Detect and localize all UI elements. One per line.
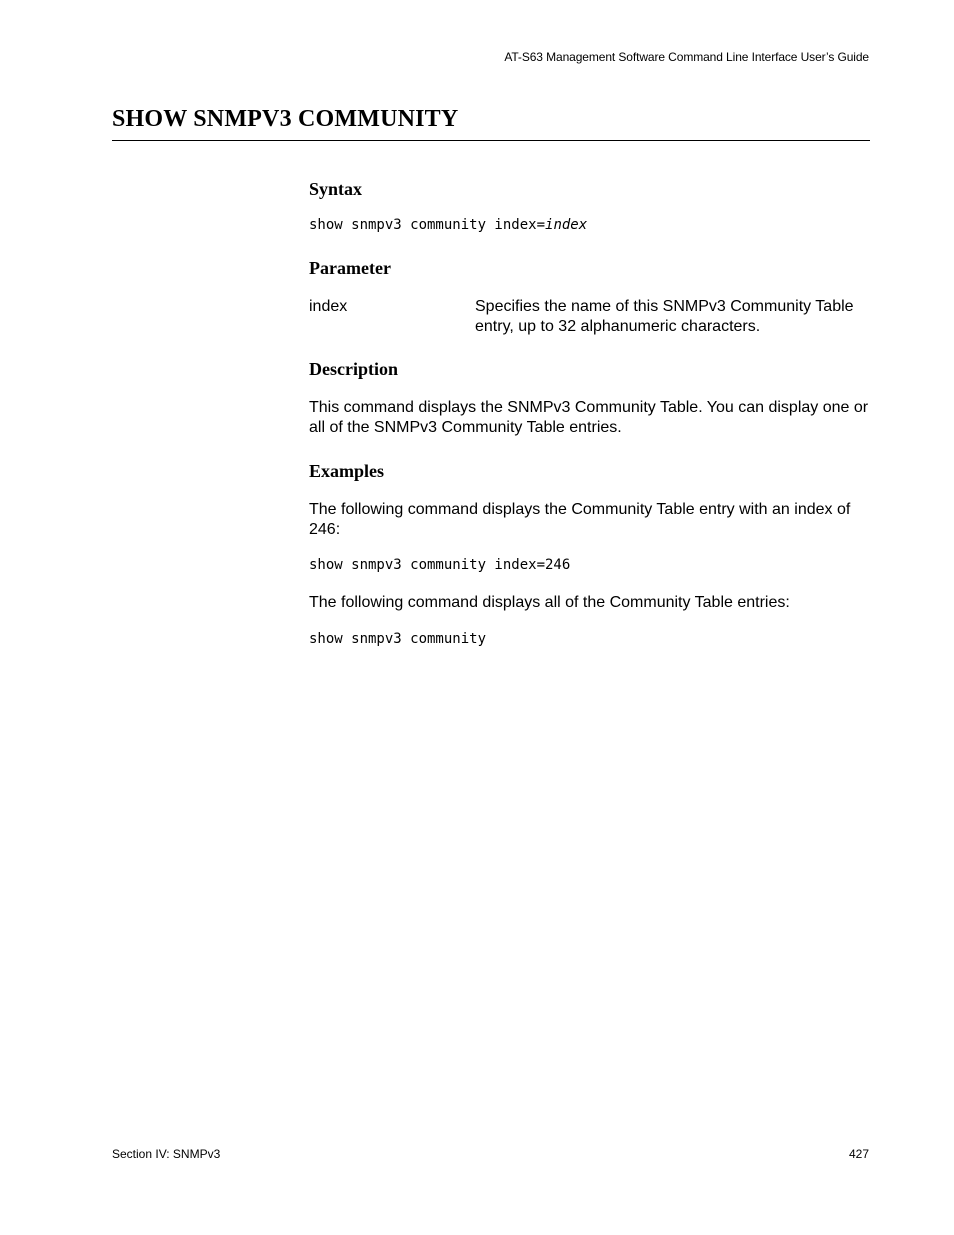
syntax-command [309, 217, 587, 233]
example-command-1: show snmpv3 community index=246 [309, 557, 571, 573]
footer-section: Section IV: SNMPv3 [112, 1147, 221, 1161]
syntax-argument: index [545, 217, 588, 233]
example-intro-1: The following command displays the Community Table entry with an index of 246: [309, 501, 851, 538]
page-title: SHOW SNMPV3 COMMUNITY [112, 106, 459, 132]
title-rule [112, 140, 870, 141]
description-heading: Description [309, 359, 398, 379]
examples-heading: Examples [309, 461, 385, 481]
footer-page-number: 427 [848, 1147, 869, 1161]
parameter-name: index [309, 298, 348, 315]
running-header: AT-S63 Management Software Command Line Interface User’s Guide [504, 50, 869, 64]
syntax-command-text: show snmpv3 community index= [309, 217, 546, 233]
example-intro-2: The following command displays all of the Community Table entries: [309, 594, 790, 611]
example-command-2: show snmpv3 community [309, 631, 487, 647]
parameter-description: Specifies the name of this SNMPv3 Community Table entry, up to 32 alphanumeric characters. [475, 298, 854, 335]
description-text: This command displays the SNMPv3 Community Table. You can display one or all of the SNMPv3 Community Table entries. [309, 399, 869, 436]
parameter-heading: Parameter [309, 258, 391, 278]
syntax-heading: Syntax [309, 179, 363, 199]
